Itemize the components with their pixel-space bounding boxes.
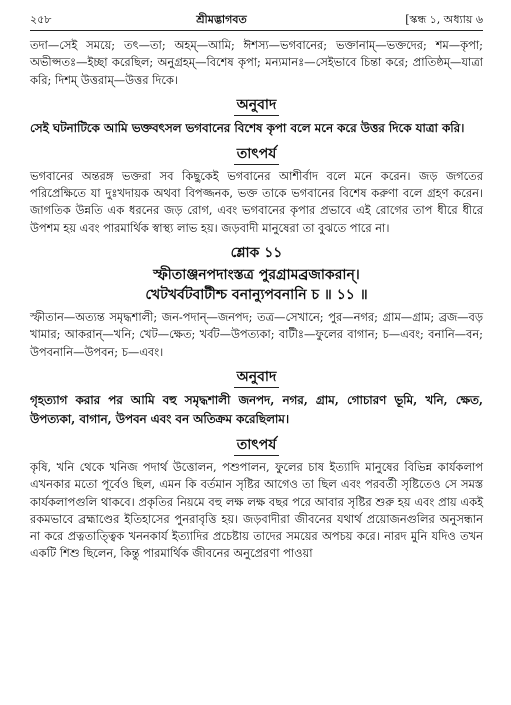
purport-heading-label: তাৎপর্য: [234, 144, 280, 165]
page-header: [30, 10, 483, 26]
verse-heading-label: শ্লোক ১১: [230, 245, 283, 262]
translation-heading-1: [30, 95, 483, 116]
purport-text-1: ভগবানের অন্তরঙ্গ ভক্তরা সব কিছুকেই ভগবানের আশীর্বাদ বলে মনে করেন। জড় জগতের পরিপ্রেক্ষিতে যা দুঃখদায়ক অথবা বিপজ্জনক, ভক্ত তাকে ভগবানের বিশেষ করুণা বলে গ্রহণ করেন। জাগতিক উন্নতি এক ধরনের জড় রোগ, এবং ভগবানের কৃপার প্রভাবে এই রোগের তাপ ধীরে ধীরে উপশম হয় এবং পারমার্থিক স্বাস্থ্য লাভ হয়। জড়বাদী মানুষেরা তা বুঝতে পারে না।: [30, 168, 483, 235]
translation-heading-label: অনুবাদ: [234, 95, 280, 116]
translation-heading-label: অনুবাদ: [234, 367, 280, 388]
purport-heading-1: [30, 144, 483, 165]
translation-heading-2: [30, 367, 483, 388]
purport-heading-label: তাৎপর্য: [234, 435, 280, 456]
verse-line-2: খেটখর্বটবাটীশ্চ বনান্যুপবনানি চ ॥ ১১ ॥: [145, 286, 368, 303]
translation-text-2: গৃহত্যাগ করার পর আমি বহু সমৃদ্ধশালী জনপদ, নগর, গ্রাম, গোচারণ ভূমি, খনি, ক্ষেত, উপত্যকা, বাগান, উপবন এবং বন অতিক্রম করেছিলাম।: [30, 392, 483, 426]
synonyms-paragraph-1: তদা—সেই সময়ে; তৎ—তা; অহম্—আমি; ঈশস্য—ভগবানের; ভক্তানাম্—ভক্তদের; শম—কৃপা; অভীপ্সতঃ—ইচ্ছা করেছিল; অনুগ্রহম্—বিশেষ কৃপা; মন্যমানঃ—সেইভাবে চিন্তা করে; প্রাতিষ্ঠম্—যাত্রা করি; দিশম্ উত্তরাম্—উত্তর দিকে।: [30, 38, 483, 87]
translation-text-1: সেই ঘটনাটিকে আমি ভক্তবৎসল ভগবানের বিশেষ কৃপা বলে মনে করে উত্তর দিকে যাত্রা করি।: [30, 120, 465, 135]
header-rule: [30, 30, 483, 31]
purport-text-2: কৃষি, খনি থেকে খনিজ পদার্থ উত্তোলন, পশুপালন, ফুলের চাষ ইত্যাদি মানুষের বিভিন্ন কার্যকলাপ এখনকার মতো পূর্বেও ছিল, এমন কি বর্তমান সৃষ্টির আগেও তা ছিল এবং পরবর্তী সৃষ্টিতেও সে সমস্ত কার্যকলাপগুলি থাকবে। প্রকৃতির নিয়মে বহু লক্ষ লক্ষ বছর পরে আবার সৃষ্টির শুরু হয় এবং প্রায় একই রকমভাবে ব্রহ্মাণ্ডের ইতিহাসের পুনরাবৃত্তি হয়। জড়বাদীরা জীবনের যথার্থ প্রয়োজনগুলির অনুসন্ধান না করে প্রত্নতাত্ত্বিক খননকার্য ইত্যাদির প্রচেষ্টায় তাদের সময়ের অপচয় করে। নারদ মুনি যদিও তখন একটি শিশু ছিলেন, কিন্তু পারমার্থিক জীবনের অনুপ্রেরণা পাওয়া: [30, 459, 483, 561]
running-title: শ্রীমদ্ভাগবত: [196, 13, 247, 26]
page-number: ২৫৮: [30, 13, 52, 26]
chapter-reference: [স্কন্ধ ১, অধ্যায় ৬: [405, 13, 483, 26]
verse-heading: [30, 243, 483, 263]
verse-line-1: স্ফীতাঞ্জনপদাংস্তত্র পুরগ্রামব্রজাকরান্।: [153, 267, 360, 284]
synonyms-paragraph-2: স্ফীতান—অত্যন্ত সমৃদ্ধশালী; জন-পদান্—জনপদ; তত্র—সেখানে; পুর—নগর; গ্রাম—গ্রাম; ব্রজ—বড় খামার; আকরান্—খনি; খেট—ক্ষেত; খর্বট—উপত্যকা; বাটীঃ—ফুলের বাগান; চ—এবং; বনানি—বন; উপবনানি—উপবন; চ—এবং।: [30, 310, 483, 359]
purport-heading-2: [30, 435, 483, 456]
